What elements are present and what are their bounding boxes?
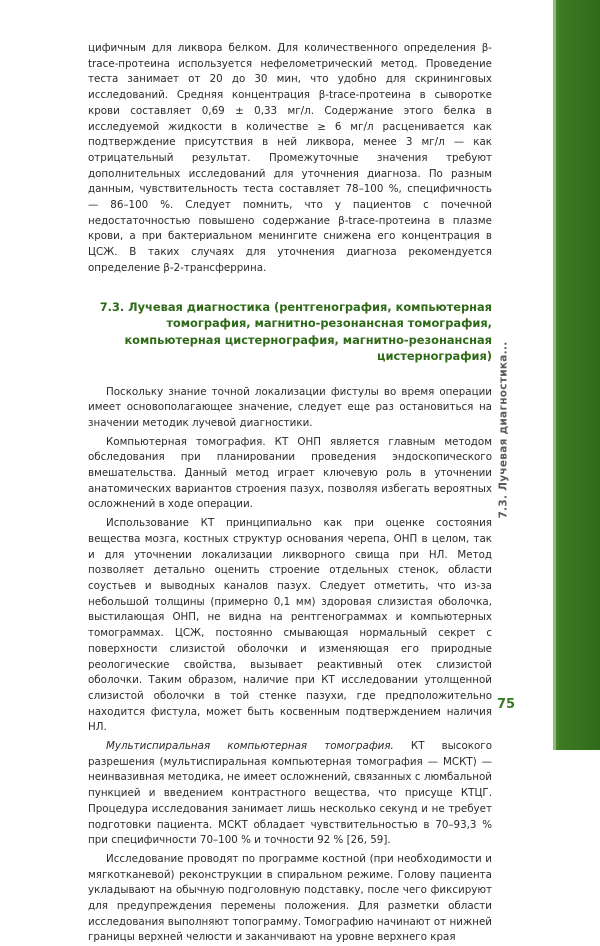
page-number: 75 xyxy=(497,697,516,712)
paragraph-intro: Поскольку знание точной локализации фистулы во время операции имеет основополагающее значение, следует еще раз остановиться на значении методик лучевой диагностики. xyxy=(88,385,492,429)
msct-text: КТ высокого разрешения (мультиспиральная компьютерная томография — МСКТ) — неинвазивная методика, не имеет осложнений, связанных с люмбальной пункцией и введением контрастного вещества, что присуще КТЦГ. Процедура исследования занимает лишь несколько секунд и не требует подготовки пациента. МСКТ обладает чувствительностью в 70–93,3 % при специфичности 70–100 % и точности 92 % [26, 59]. xyxy=(88,740,492,847)
msct-term: Мультиспиральная компьютерная томография. xyxy=(106,740,394,753)
paragraph-ct-usage: Использование КТ принципиально как при оценке состояния вещества мозга, костных структур основания черепа, ОНП в целом, так и для уточнении локализации ликворного свища при НЛ. Метод позволяет детально оценить строение отдельных стенок, области соустьев и выводных каналов пазух. Следует отметить, что из-за небольшой толщины (примерно 0,1 мм) здоровая слизистая оболочка, выстилающая ОНП, не видна на рентгенограммах и компьютерных томограммах. ЦСЖ, постоянно смывающая нормальный секрет с поверхности слизистой оболочки и изменяющая его природные реологические свойства, вызывает реактивный отек слизистой оболочки. Таким образом, наличие при КТ исследовании утолщенной слизистой оболочки в той стенке пазухи, где предположительно находится фистула, может быть косвенным подтверждением наличия НЛ. xyxy=(88,517,492,734)
section-heading: 7.3. Лучевая диагностика (рентгенография, компьютерная томография, магнитно-резонансная томография, компьютерная цистернография, магнитно-резонансная цистернография) xyxy=(99,299,492,364)
paragraph-continued: цифичным для ликвора белком. Для количественного определения β-trace-протеина используется нефелометрический метод. Проведение теста занимает от 20 до 30 мин, что удобно для скрининговых исследований. Средняя концентрация β-trace-протеина в сыворотке крови составляет 0,69 ± 0,33 мг/л. Содержание этого белка в исследуемой жидкости в количестве ≥ 6 мг/л расценивается как подтверждение присутствия в ней ликвора, менее 3 мг/л — как отрицательный результат. Промежуточные значения требуют дополнительных исследований для уточнения диагноза. По разным данным, чувствительность теста составляет 78–100 %, специфичность — 86–100 %. Следует помнить, что у пациентов с почечной недостаточностью повышено содержание β-trace-протеина в плазме крови, а при бактериальном менингите снижена его концентрация в ЦСЖ. В таких случаях для уточнения диагноза рекомендуется определение β-2-трансферрина. xyxy=(88,42,492,274)
running-title xyxy=(497,285,511,575)
paragraph-msct xyxy=(88,739,492,849)
paragraph-protocol: Исследование проводят по программе костной (при необходимости и мягкотканевой) реконструкции в спиральном режиме. Голову пациента укладывают на обычную подголовную подставку, после чего фиксируют для предупреждения перемены положения. Для разметки области исследования выполняют топограмму. Томографию начинают от нижней границы верхней челюсти и заканчивают на уровне верхнего края xyxy=(88,852,492,944)
paragraph-ct: Компьютерная томография. КТ ОНП является главным методом обследования при планировании проведения эндоскопического вмешательства. Данный метод играет ключевую роль в уточнении анатомических вариантов строения пазух, позволяя избегать вероятных осложнений в ходе операции. xyxy=(88,435,492,511)
page-content xyxy=(88,41,492,946)
page-edge-bar xyxy=(553,0,600,750)
running-title-text: 7.3. Лучевая диагностика... xyxy=(498,341,510,519)
